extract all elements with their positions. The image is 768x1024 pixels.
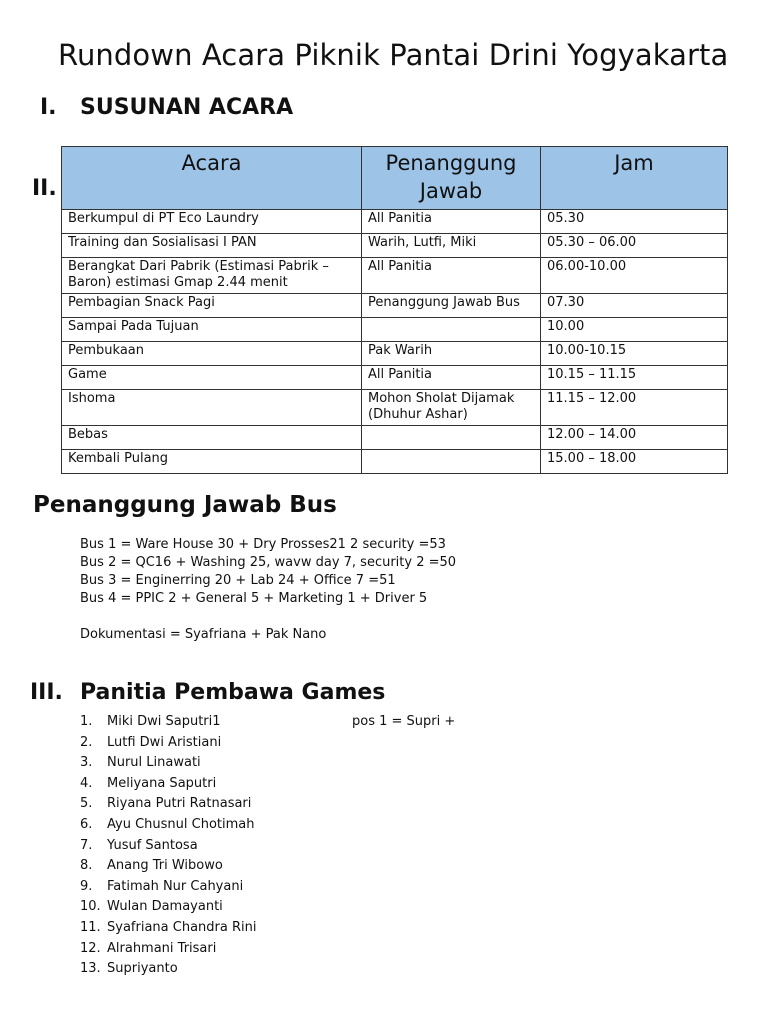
cell-acara: Berangkat Dari Pabrik (Estimasi Pabrik – Baron) estimasi Gmap 2.44 menit (62, 258, 362, 294)
section-3-number: III. (30, 680, 63, 705)
cell-jam: 10.15 – 11.15 (541, 366, 728, 390)
list-item-name: Alrahmani Trisari (107, 940, 217, 956)
section-1-title: SUSUNAN ACARA (80, 95, 294, 120)
cell-jam: 07.30 (541, 294, 728, 318)
list-item-number: 4. (80, 775, 93, 791)
list-item (80, 815, 256, 836)
header-jam: Jam (541, 147, 728, 210)
cell-jam: 06.00-10.00 (541, 258, 728, 294)
list-item (80, 856, 256, 877)
bus-line: Bus 4 = PPIC 2 + General 5 + Marketing 1 + Driver 5 (80, 591, 428, 606)
cell-acara: Sampai Pada Tujuan (62, 318, 362, 342)
table-row (62, 294, 728, 318)
list-item (80, 733, 256, 754)
bus-list (80, 536, 456, 608)
cell-penanggung-jawab: All Panitia (362, 366, 541, 390)
list-item-name: Syafriana Chandra Rini (107, 919, 257, 935)
cell-penanggung-jawab: All Panitia (362, 210, 541, 234)
table-row (62, 258, 728, 294)
list-item (80, 753, 256, 774)
list-item (80, 939, 256, 960)
cell-jam: 15.00 – 18.00 (541, 450, 728, 474)
list-item (80, 794, 256, 815)
list-item (80, 836, 256, 857)
cell-jam: 10.00-10.15 (541, 342, 728, 366)
cell-penanggung-jawab (362, 426, 541, 450)
list-item-number: 2. (80, 734, 93, 750)
games-member-list (80, 712, 256, 980)
table-row (62, 210, 728, 234)
section-1-number: I. (40, 95, 57, 120)
table-row (62, 366, 728, 390)
cell-penanggung-jawab (362, 318, 541, 342)
cell-acara: Bebas (62, 426, 362, 450)
cell-acara: Pembukaan (62, 342, 362, 366)
list-item (80, 774, 256, 795)
cell-penanggung-jawab: Pak Warih (362, 342, 541, 366)
rundown-table (61, 146, 728, 474)
list-item-number: 9. (80, 878, 93, 894)
list-item-number: 8. (80, 858, 93, 874)
list-item-number: 6. (80, 816, 93, 832)
list-item-number: 10. (80, 899, 101, 915)
list-item-name: Supriyanto (107, 961, 178, 977)
list-item-name: Miki Dwi Saputri1 (107, 714, 221, 729)
table-row (62, 342, 728, 366)
list-item-number: 11. (80, 919, 101, 935)
pos-note: pos 1 = Supri + (352, 714, 456, 729)
list-item (80, 918, 256, 939)
cell-penanggung-jawab (362, 450, 541, 474)
document-title: Rundown Acara Piknik Pantai Drini Yogyakarta (58, 38, 729, 72)
bus-line: Bus 3 = Enginerring 20 + Lab 24 + Office 7 =51 (80, 573, 396, 588)
bus-section-title: Penanggung Jawab Bus (33, 492, 337, 518)
cell-acara: Berkumpul di PT Eco Laundry (62, 210, 362, 234)
cell-penanggung-jawab: Penanggung Jawab Bus (362, 294, 541, 318)
table-row (62, 426, 728, 450)
table-row (62, 390, 728, 426)
header-penanggung-jawab: Penanggung Jawab (362, 147, 541, 210)
list-item-number: 12. (80, 940, 101, 956)
cell-acara: Training dan Sosialisasi I PAN (62, 234, 362, 258)
cell-jam: 10.00 (541, 318, 728, 342)
list-item-name: Anang Tri Wibowo (107, 858, 223, 874)
table-row (62, 318, 728, 342)
list-item-number: 1. (80, 714, 93, 729)
bus-line: Bus 2 = QC16 + Washing 25, wavw day 7, security 2 =50 (80, 555, 457, 570)
list-item-name: Nurul Linawati (107, 755, 201, 771)
list-item-name: Yusuf Santosa (107, 837, 198, 853)
list-item (80, 959, 256, 980)
cell-penanggung-jawab: Mohon Sholat Dijamak (Dhuhur Ashar) (362, 390, 541, 426)
list-item-number: 5. (80, 796, 93, 812)
cell-jam: 05.30 – 06.00 (541, 234, 728, 258)
list-item-name: Lutfi Dwi Aristiani (107, 734, 222, 750)
cell-jam: 11.15 – 12.00 (541, 390, 728, 426)
cell-acara: Ishoma (62, 390, 362, 426)
list-item-number: 13. (80, 961, 101, 977)
list-item-name: Meliyana Saputri (107, 775, 217, 791)
list-item (80, 712, 256, 733)
list-item-name: Fatimah Nur Cahyani (107, 878, 244, 894)
table-row (62, 234, 728, 258)
bus-line: Bus 1 = Ware House 30 + Dry Prosses21 2 security =53 (80, 537, 446, 552)
section-2-number: II. (32, 176, 57, 201)
list-item (80, 897, 256, 918)
table-header-row (62, 147, 728, 210)
list-item-number: 3. (80, 755, 93, 771)
cell-penanggung-jawab: Warih, Lutfi, Miki (362, 234, 541, 258)
list-item-name: Wulan Damayanti (107, 899, 223, 915)
list-item-name: Riyana Putri Ratnasari (107, 796, 252, 812)
cell-jam: 12.00 – 14.00 (541, 426, 728, 450)
cell-acara: Kembali Pulang (62, 450, 362, 474)
list-item-number: 7. (80, 837, 93, 853)
header-acara: Acara (62, 147, 362, 210)
cell-acara: Pembagian Snack Pagi (62, 294, 362, 318)
table-row (62, 450, 728, 474)
cell-penanggung-jawab: All Panitia (362, 258, 541, 294)
list-item (80, 877, 256, 898)
cell-jam: 05.30 (541, 210, 728, 234)
section-3-title: Panitia Pembawa Games (80, 680, 386, 705)
dokumentasi-line: Dokumentasi = Syafriana + Pak Nano (80, 627, 327, 642)
list-item-name: Ayu Chusnul Chotimah (107, 816, 255, 832)
cell-acara: Game (62, 366, 362, 390)
